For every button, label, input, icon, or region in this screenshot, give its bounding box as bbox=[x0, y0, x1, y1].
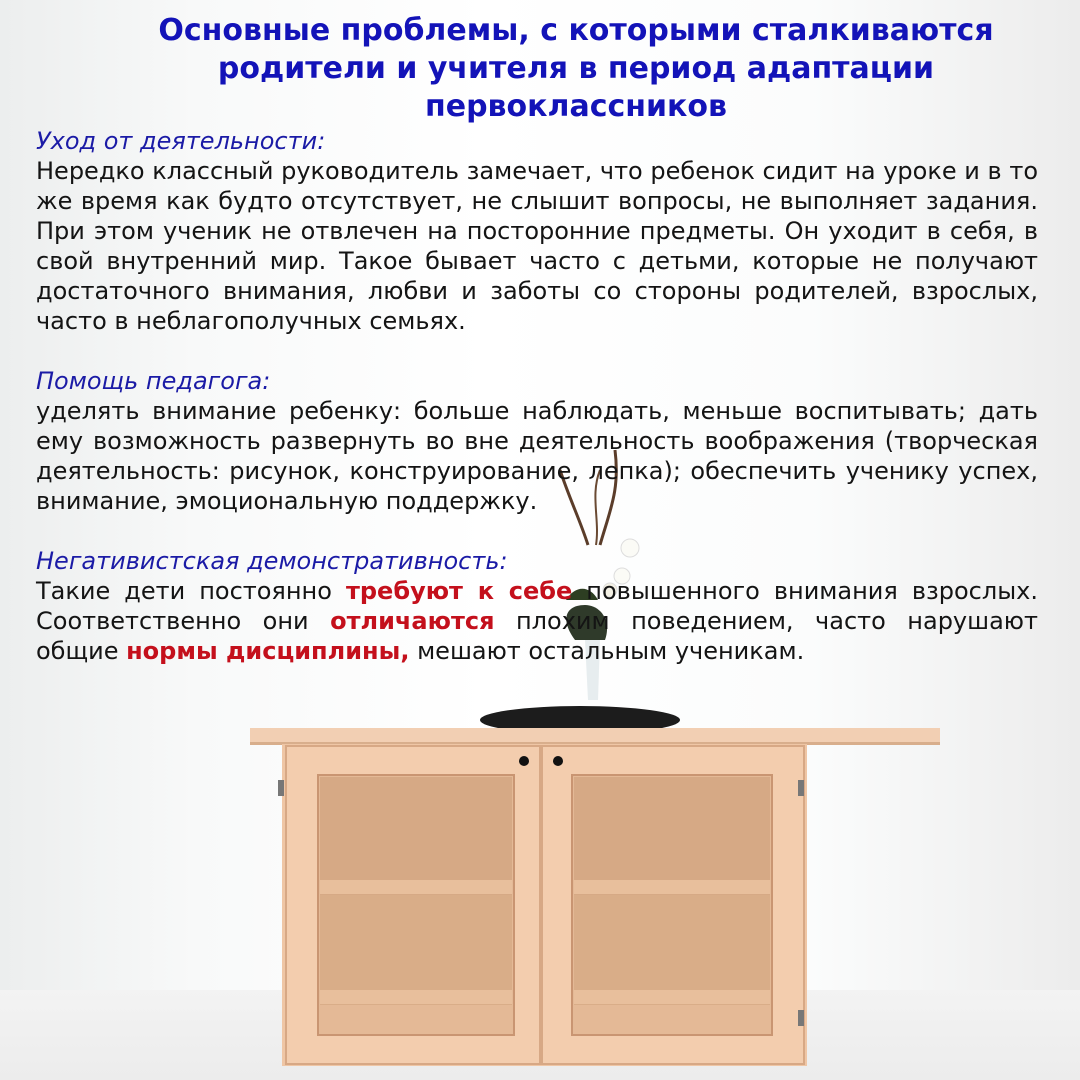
text-fragment: плохим поведением, часто нарушают общие bbox=[36, 607, 1038, 665]
cabinet-door-right bbox=[542, 746, 804, 1064]
highlight-discipline-norms: нормы дисциплины, bbox=[126, 637, 410, 665]
section-text-teacher-help: уделять внимание ребенку: больше наблюдать, меньше воспитывать; дать ему возможность развернуть во вне деятельность воображения (творческая деятельность: рисунок, конструирование, лепка); обеспечить ученику успех, внимание, эмоциональную поддержку. bbox=[36, 397, 1038, 515]
highlight-demand-attention: требуют к себе bbox=[345, 577, 573, 605]
cabinet-door-left bbox=[286, 746, 540, 1064]
highlight-differ: отличаются bbox=[330, 607, 495, 635]
page-title: Основные проблемы, с которыми сталкиваются родители и учителя в период адаптации первоклассников bbox=[158, 13, 994, 124]
section-text-negativism bbox=[36, 576, 1038, 666]
section-text-withdrawal: Нередко классный руководитель замечает, что ребенок сидит на уроке и в то же время как будто отсутствует, не слышит вопросы, не выполняет задания. При этом ученик не отвлечен на посторонние предметы. Он уходит в себя, в свой внутренний мир. Такое бывает часто с детьми, которые не получают достаточного внимания, любви и заботы со стороны родителей, взрослых, часто в неблагополучных семьях. bbox=[36, 157, 1038, 335]
text-content bbox=[36, 12, 1038, 666]
cabinet-top bbox=[250, 728, 940, 744]
section-heading-withdrawal: Уход от деятельности: bbox=[36, 127, 326, 155]
text-fragment: мешают остальным ученикам. bbox=[409, 637, 805, 665]
text-fragment: повышенного внимания взрослых. Соответственно они bbox=[36, 577, 1038, 635]
section-heading-teacher-help: Помощь педагога: bbox=[36, 367, 271, 395]
text-fragment: Такие дети постоянно bbox=[36, 577, 346, 605]
section-heading-negativism: Негативистская демонстративность: bbox=[36, 547, 508, 575]
